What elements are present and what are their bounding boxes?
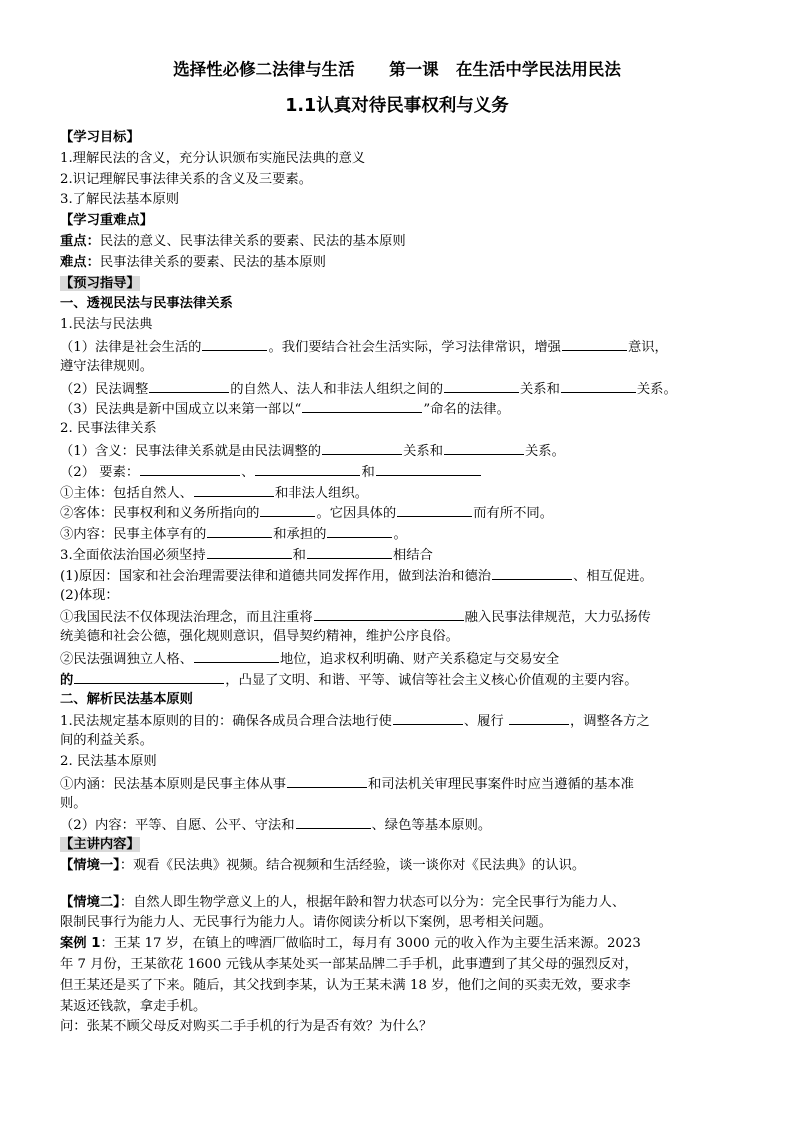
fill-blank[interactable]	[149, 378, 229, 393]
goal-item: 1.理解民法的含义，充分认识颁布实施民法典的意义	[60, 150, 366, 166]
fill-blank[interactable]	[444, 378, 519, 393]
fill-blank[interactable]	[255, 461, 360, 476]
fill-blank[interactable]	[194, 648, 279, 663]
subheading: 2. 民事法律关系	[60, 421, 157, 437]
difficulty-line: 难点：民事法律关系的要素、民法的基本原则	[60, 254, 326, 270]
fill-blank[interactable]	[287, 773, 367, 788]
text-line: 年 7 月份，王某欲花 1600 元钱从李某处买一部某品牌二手手机，此事遭到了其父母的强烈反对，	[60, 957, 638, 973]
fill-line: ①内涵：民法基本原则是民事主体从事 和司法机关审理民事案件时应当遵循的基本准	[60, 773, 744, 794]
section-heading-main: 【主讲内容】	[60, 837, 140, 853]
fill-blank[interactable]	[314, 606, 464, 621]
text-line: 则。	[60, 795, 87, 811]
fill-line: （2）民法调整 的自然人、法人和非法人组织之间的 关系和 关系。	[60, 378, 744, 399]
text-line: 但王某还是买了下来。随后，其父找到李某，认为王某未满 18 岁，他们之间的买卖无效，要求李	[60, 977, 631, 993]
scenario-two: 【情境二】：自然人即生物学意义上的人，根据年龄和智力状态可以分为：完全民事行为能力人、	[60, 894, 626, 910]
fill-line: （1）含义：民事法律关系就是由民法调整的 关系和 关系。	[60, 440, 744, 461]
goal-item: 2.识记理解民事法律关系的含义及三要素。	[60, 171, 313, 187]
text-line: 间的利益关系。	[60, 733, 154, 749]
goal-item: 3.了解民法基本原则	[60, 192, 180, 208]
subheading: 1.民法与民法典	[60, 317, 153, 333]
text-line: 遵守法律规则。	[60, 358, 154, 374]
keypoint-line: 重点：民法的意义、民事法律关系的要素、民法的基本原则	[60, 233, 406, 249]
question-line: 问：张某不顾父母反对购买二手手机的行为是否有效？为什么？	[60, 1019, 433, 1035]
section-heading-goals: 【学习目标】	[60, 130, 140, 145]
fill-line: ②民法强调独立人格、 地位，追求权利明确、财产关系稳定与交易安全	[60, 648, 744, 669]
fill-blank[interactable]	[376, 461, 481, 476]
fill-line: （1）法律是社会生活的 。我们要结合社会生活实际，学习法律常识，增强 意识，	[60, 336, 744, 357]
fill-blank[interactable]	[322, 440, 402, 455]
fill-line: （3）民法典是新中国成立以来第一部以“ ”命名的法律。	[60, 398, 744, 419]
fill-blank[interactable]	[202, 336, 267, 351]
part-heading: 一、透视民法与民事法律关系	[60, 296, 233, 312]
scenario-one: 【情境一】：观看《民法典》视频。结合视频和生活经验，谈一谈你对《民法典》的认识。	[60, 857, 586, 873]
fill-blank[interactable]	[562, 336, 627, 351]
fill-blank[interactable]	[444, 440, 524, 455]
subheading: 2. 民法基本原则	[60, 753, 157, 769]
fill-blank[interactable]	[397, 502, 472, 517]
fill-line: （2）内容：平等、自愿、公平、守法和 、绿色等基本原则。	[60, 814, 744, 835]
fill-blank[interactable]	[509, 710, 569, 725]
fill-line: ②客体：民事权利和义务所指向的 。它因具体的 而有所不同。	[60, 502, 744, 523]
fill-blank[interactable]	[74, 669, 224, 684]
fill-line: (1)原因：国家和社会治理需要法律和道德共同发挥作用，做到法治和德治 、相互促进。	[60, 565, 744, 586]
fill-line: 的 ，凸显了文明、和谐、平等、诚信等社会主义核心价值观的主要内容。	[60, 669, 744, 690]
fill-blank[interactable]	[140, 461, 240, 476]
section-heading-preview: 【预习指导】	[60, 275, 140, 291]
fill-blank[interactable]	[260, 502, 315, 517]
fill-blank[interactable]	[561, 378, 636, 393]
document-title: 选择性必修二法律与生活 第一课 在生活中学民法用民法	[173, 60, 621, 79]
fill-blank[interactable]	[393, 710, 463, 725]
fill-line: 3.全面依法治国必须坚持 和 相结合	[60, 544, 744, 565]
fill-blank[interactable]	[327, 523, 392, 538]
fill-line: ①主体：包括自然人、 和非法人组织。	[60, 482, 744, 503]
fill-blank[interactable]	[207, 523, 272, 538]
fill-line: （2） 要素： 、 和	[60, 461, 744, 482]
text-line: (2)体现：	[60, 587, 119, 603]
text-line: 限制民事行为能力人、无民事行为能力人。请你阅读分析以下案例，思考相关问题。	[60, 915, 552, 931]
document-body	[60, 128, 744, 1038]
fill-line: ③内容：民事主体享有的 和承担的 。	[60, 523, 744, 544]
fill-blank[interactable]	[302, 398, 422, 413]
fill-blank[interactable]	[207, 544, 292, 559]
fill-line: ①我国民法不仅体现法治理念，而且注重将 融入民事法律规范，大力弘扬传	[60, 606, 744, 627]
fill-blank[interactable]	[194, 482, 274, 497]
fill-blank[interactable]	[307, 544, 392, 559]
lesson-title: 1.1认真对待民事权利与义务	[285, 96, 509, 116]
fill-blank[interactable]	[492, 565, 572, 580]
text-line: 某返还钱款，拿走手机。	[60, 998, 207, 1014]
text-line: 统美德和社会公德，强化规则意识，倡导契约精神，维护公序良俗。	[60, 629, 459, 645]
section-heading-keypoints: 【学习重难点】	[60, 213, 154, 229]
case-paragraph: 案例 1：王某 17 岁，在镇上的啤酒厂做临时工，每月有 3000 元的收入作为主要生活来源。2023	[60, 936, 641, 952]
part-heading: 二、解析民法基本原则	[60, 691, 193, 707]
fill-blank[interactable]	[296, 814, 371, 829]
fill-line: 1.民法规定基本原则的目的：确保各成员合理合法地行使 、履行 ，调整各方之	[60, 710, 744, 731]
